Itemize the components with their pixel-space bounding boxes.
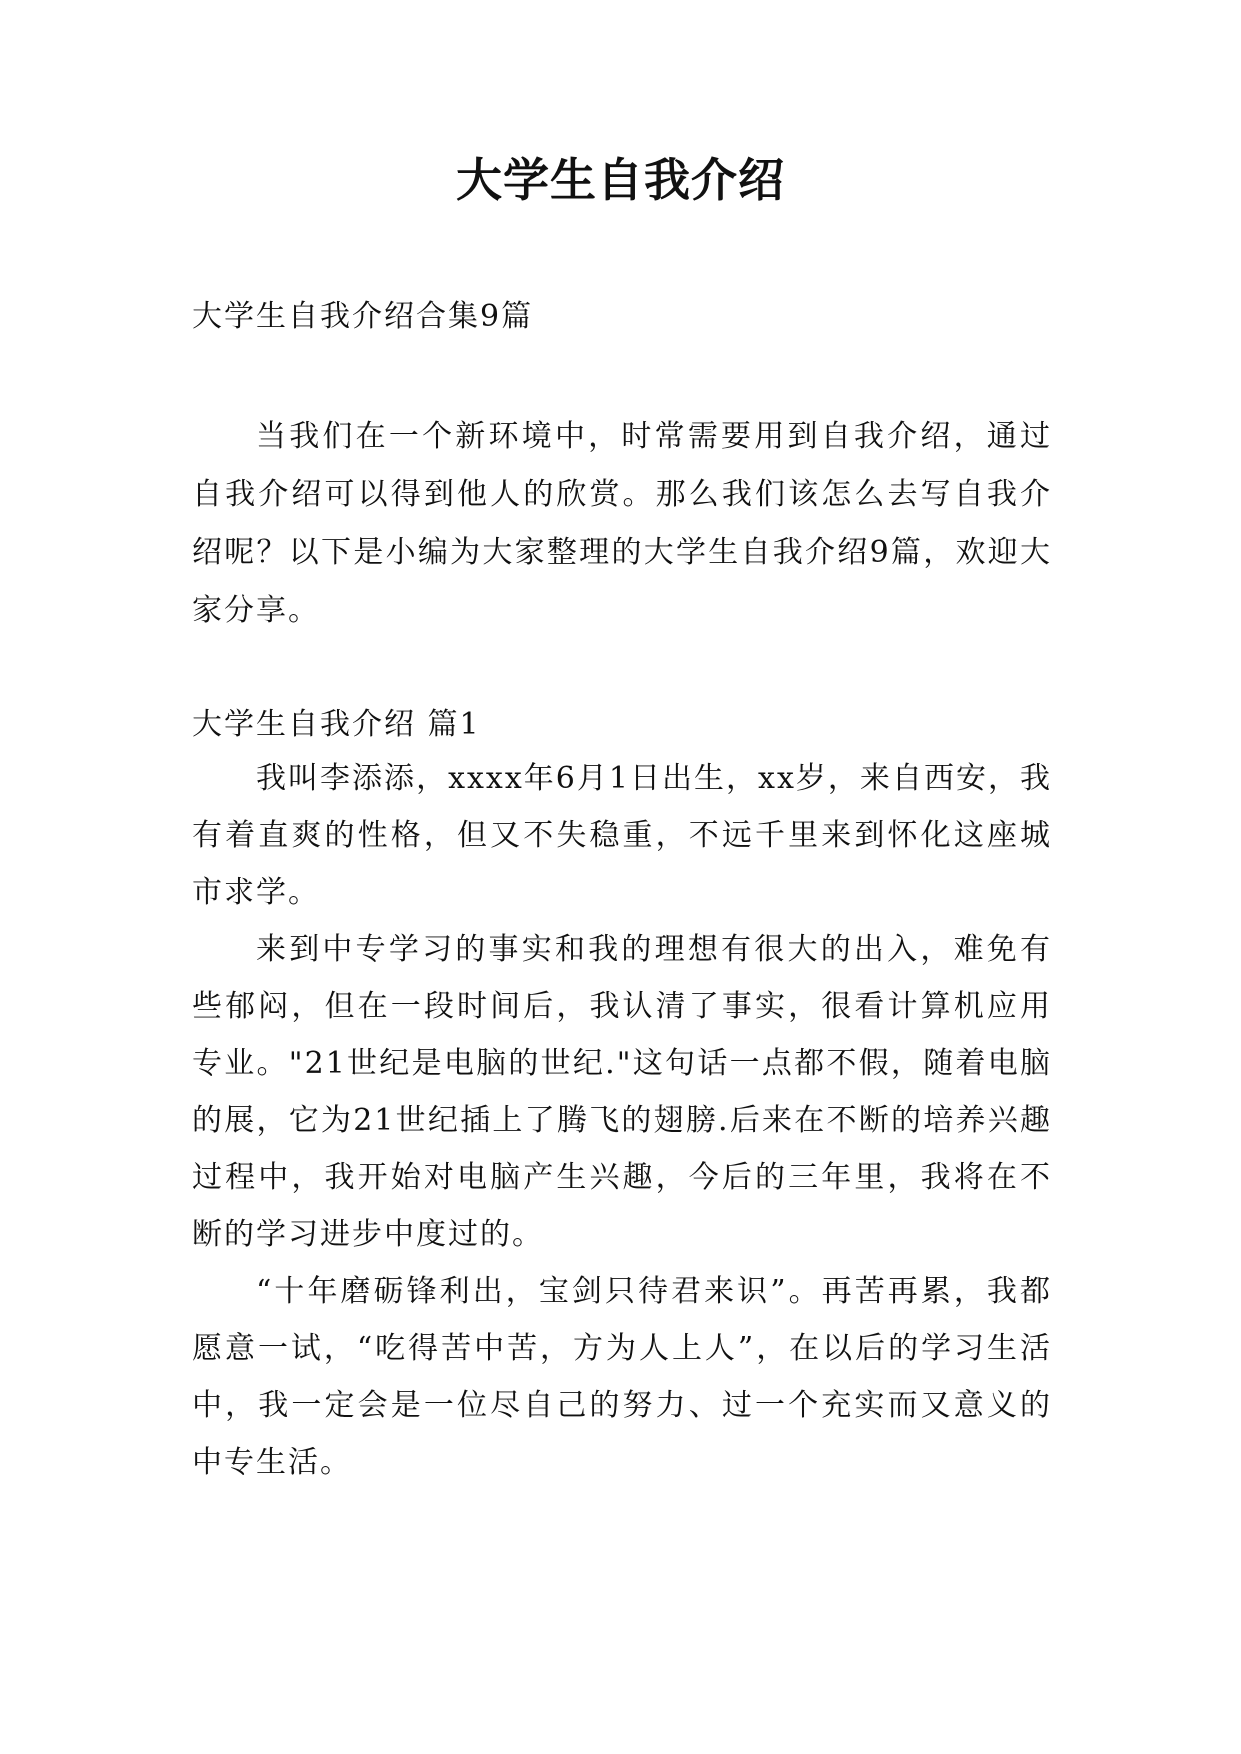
document-subtitle: 大学生自我介绍合集9篇 (192, 299, 534, 334)
body-paragraph: 我叫李添添，xxxx年6月1日出生，xx岁，来自西安，我有着直爽的性格，但又不失稳重，不远千里来到怀化这座城市求学。 (192, 761, 1052, 910)
body-paragraph: “十年磨砺锋利出，宝剑只待君来识”。再苦再累，我都愿意一试，“吃得苦中苦，方为人上人”，在以后的学习生活中，我一定会是一位尽自己的努力、过一个充实而又意义的中专生活。 (192, 1274, 1052, 1480)
intro-paragraph: 当我们在一个新环境中，时常需要用到自我介绍，通过自我介绍可以得到他人的欣赏。那么我们该怎么去写自我介绍呢？以下是小编为大家整理的大学生自我介绍9篇，欢迎大家分享。 (192, 419, 1052, 628)
section-heading: 大学生自我介绍 篇1 (192, 707, 481, 742)
body-paragraph: 来到中专学习的事实和我的理想有很大的出入，难免有些郁闷，但在一段时间后，我认清了事实，很看计算机应用专业。"21世纪是电脑的世纪."这句话一点都不假，随着电脑的展，它为21世纪插上了腾飞的翅膀.后来在不断的培养兴趣过程中，我开始对电脑产生兴趣，今后的三年里，我将在不断的学习进步中度过的。 (192, 932, 1052, 1252)
page-title: 大学生自我介绍 (456, 153, 785, 207)
section-body (192, 750, 1052, 1491)
